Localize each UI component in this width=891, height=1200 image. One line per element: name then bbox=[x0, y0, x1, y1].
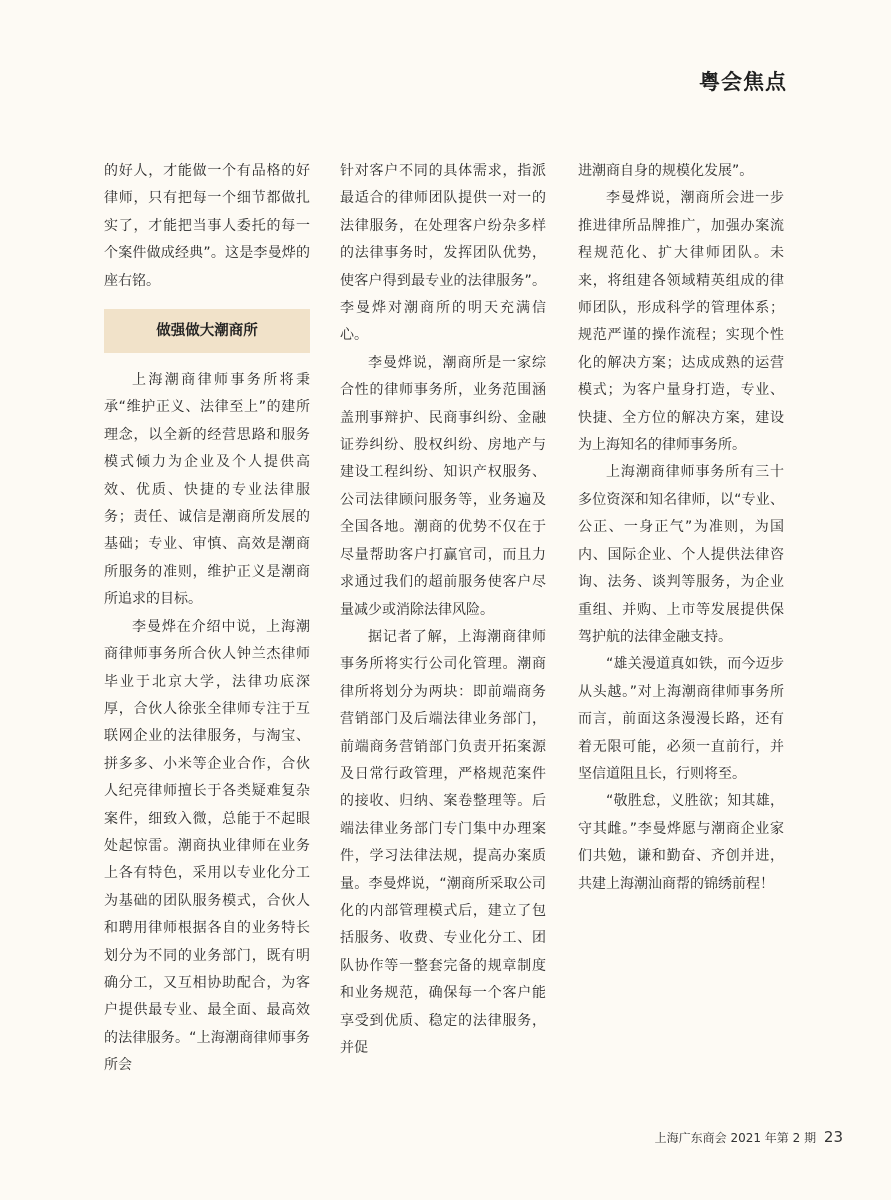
paragraph: “敬胜怠，义胜欲；知其雄，守其雌。”李曼烨愿与潮商企业家们共勉，谦和勤奋、齐创并进，共建上海潮汕商帮的锦绣前程！ bbox=[578, 793, 784, 892]
article-column-2 bbox=[340, 158, 546, 1062]
paragraph: 李曼烨说，潮商所会进一步推进律所品牌推广，加强办案流程规范化、扩大律师团队。未来，将组建各领域精英组成的律师团队，形成科学的管理体系；规范严谨的操作流程；实现个性化的解决方案；达成成熟的运营模式；为客户量身打造，专业、快捷、全方位的解决方案，建设为上海知名的律师事务所。 bbox=[578, 190, 784, 454]
paragraph: 李曼烨说，潮商所是一家综合性的律师事务所，业务范围涵盖刑事辩护、民商事纠纷、金融证券纠纷、股权纠纷、房地产与建设工程纠纷、知识产权服务、公司法律顾问服务等，业务遍及全国各地。潮商的优势不仅在于尽量帮助客户打赢官司，而且力求通过我们的超前服务使客户尽量减少或消除法律风险。 bbox=[340, 354, 546, 618]
article-column-1 bbox=[104, 158, 310, 1080]
paragraph: 上海潮商律师事务所将秉承“维护正义、法律至上”的建所理念，以全新的经营思路和服务模式倾力为企业及个人提供高效、优质、快捷的专业法律服务；责任、诚信是潮商所发展的基础；专业、审慎、高效是潮商所服务的准则，维护正义是潮商所追求的目标。 bbox=[104, 372, 310, 608]
paragraph: 上海潮商律师事务所有三十多位资深和知名律师，以“专业、公正、一身正气”为准则，为国内、国际企业、个人提供法律咨询、法务、谈判等服务，为企业重组、并购、上市等发展提供保驾护航的法律金融支持。 bbox=[578, 464, 784, 645]
publication-info: 上海广东商会 2021 年第 2 期 bbox=[654, 1131, 817, 1145]
article-column-3 bbox=[578, 158, 784, 898]
paragraph: “雄关漫道真如铁，而今迈步从头越。”对上海潮商律师事务所而言，前面这条漫漫长路，还有着无限可能，必须一直前行，并坚信道阻且长，行则将至。 bbox=[578, 656, 784, 782]
paragraph: 据记者了解，上海潮商律师事务所将实行公司化管理。潮商律所将划分为两块：即前端商务营销部门及后端法律业务部门，前端商务营销部门负责开拓案源及日常行政管理，严格规范案件的接收、归纳、案卷整理等。后端法律业务部门专门集中办理案件，学习法律法规，提高办案质量。李曼烨说，“潮商所采取公司化的内部管理模式后，建立了包括服务、收费、专业化分工、团队协作等一整套完备的规章制度和业务规范，确保每一个客户能享受到优质、稳定的法律服务，并促 bbox=[340, 628, 546, 1056]
paragraph: 进潮商自身的规模化发展”。 bbox=[578, 163, 754, 179]
section-title: 粤会焦点 bbox=[699, 70, 787, 94]
paragraph: 李曼烨在介绍中说，上海潮商律师事务所合伙人钟兰杰律师毕业于北京大学，法律功底深厚，合伙人徐张全律师专注于互联网企业的法律服务，与淘宝、拼多多、小米等企业合作，合伙人纪亮律师擅长于各类疑难复杂案件，细致入微，总能于不起眼处起惊雷。潮商执业律师在业务上各有特色，采用以专业化分工为基础的团队服务模式，合伙人和聘用律师根据各自的业务特长划分为不同的业务部门，既有明确分工，又互相协助配合，为客户提供最专业、最全面、最高效的法律服务。“上海潮商律师事务所会 bbox=[104, 618, 310, 1074]
paragraph: 针对客户不同的具体需求，指派最适合的律师团队提供一对一的法律服务，在处理客户纷杂多样的法律事务时，发挥团队优势，使客户得到最专业的法律服务”。李曼烨对潮商所的明天充满信心。 bbox=[340, 163, 546, 344]
page-number: 23 bbox=[823, 1128, 843, 1146]
page-footer bbox=[655, 1128, 843, 1146]
subheading: 做强做大潮商所 bbox=[104, 309, 310, 353]
paragraph: 的好人，才能做一个有品格的好律师，只有把每一个细节都做扎实了，才能把当事人委托的每一个案件做成经典”。这是李曼烨的座右铭。 bbox=[104, 163, 310, 289]
